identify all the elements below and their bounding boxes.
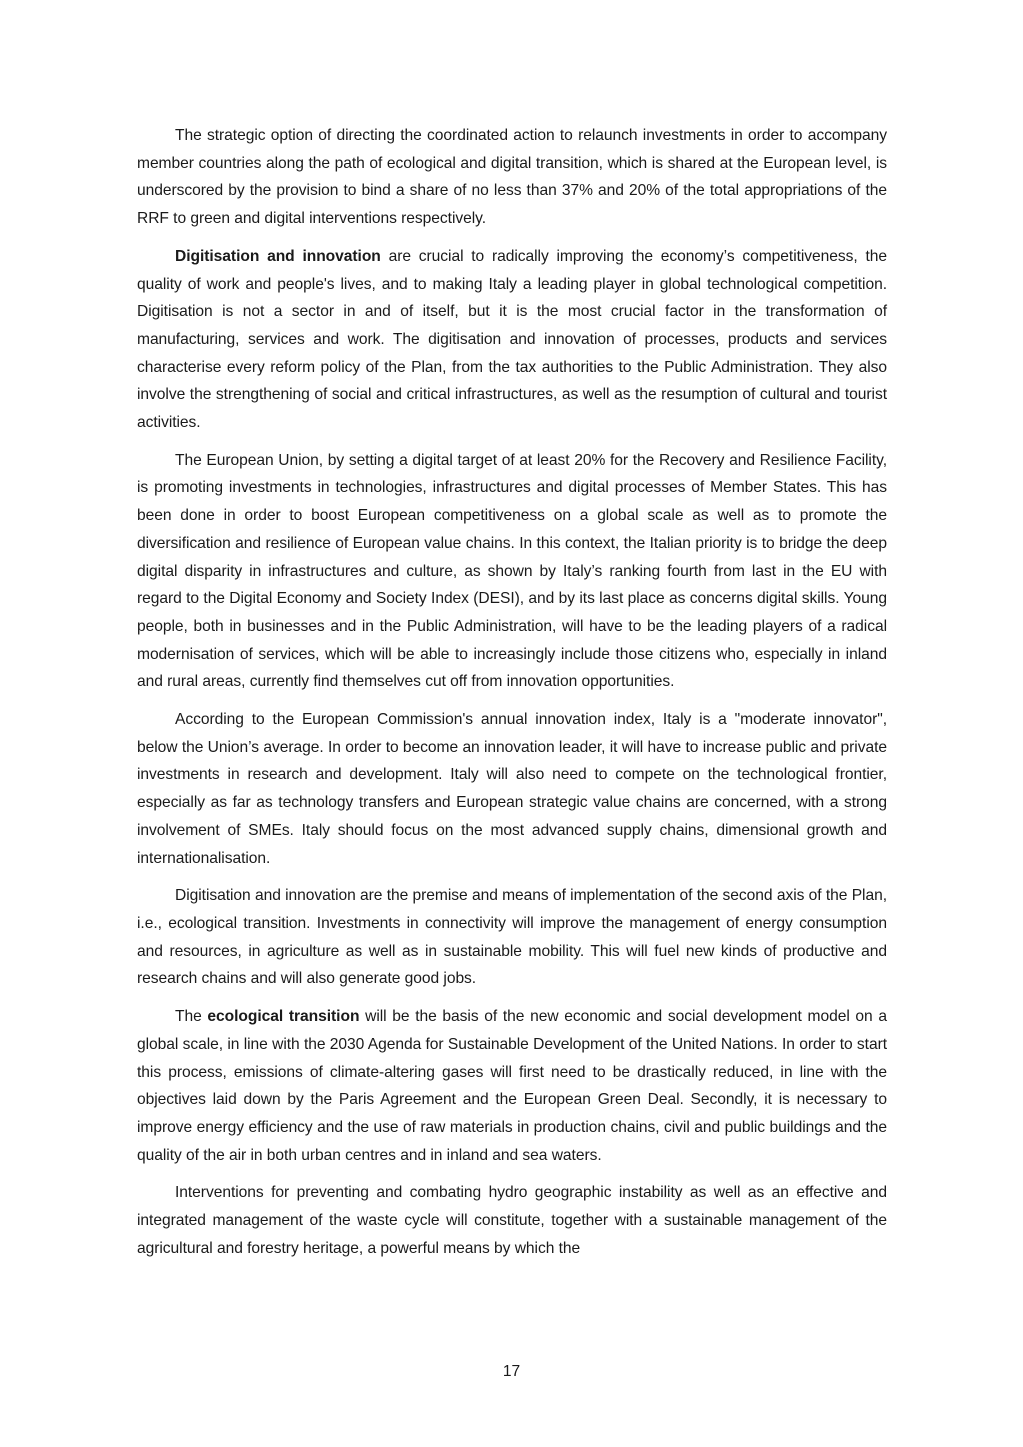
paragraph-text: are crucial to radically improving the economy’s competitiveness, the quality of work and people's lives, and to making Italy a leading player in global technological competition. Digitisation is not a sector in and of itself, but it is the most crucial factor in the transformation of manufacturing, services and work. The digitisation and innovation of processes, products and services characterise every reform policy of the Plan, from the tax authorities to the Public Administration. They also involve the strengthening of social and critical infrastructures, as well as the resumption of cultural and tourist activities. bbox=[137, 247, 888, 432]
document-body bbox=[137, 122, 887, 1272]
paragraph-innovation-index bbox=[137, 706, 887, 872]
paragraph-ecological-transition bbox=[137, 1003, 887, 1169]
paragraph-text: The European Union, by setting a digital target of at least 20% for the Recovery and Resilience Facility, is promoting investments in technologies, infrastructures and digital processes of Member States. This has been done in order to boost European competitiveness on a global scale as well as to promote the diversification and resilience of European value chains. In this context, the Italian priority is to bridge the deep digital disparity in infrastructures and culture, as shown by Italy’s ranking fourth from last in the EU with regard to the Digital Economy and Society Index (DESI), and by its last place as concerns digital skills. Young people, both in businesses and in the Public Administration, will have to be the leading players of a radical modernisation of services, which will be able to increasingly include those citizens who, especially in inland and rural areas, currently find themselves cut off from innovation opportunities. bbox=[137, 451, 887, 691]
paragraph-digitisation-innovation bbox=[137, 243, 887, 437]
bold-term: ecological transition bbox=[207, 1008, 360, 1026]
paragraph-text: will be the basis of the new economic and social development model on a global scale, in line with the 2030 Agenda for Sustainable Development of the United Nations. In order to start this process, emissions of climate-altering gases will first need to be drastically reduced, in line with the objectives laid down by the Paris Agreement and the European Green Deal. Secondly, it is necessary to improve energy efficiency and the use of raw materials in production chains, civil and public buildings and the quality of the air in both urban centres and in inland and sea waters. bbox=[137, 1008, 887, 1164]
paragraph-text: Digitisation and innovation are the premise and means of implementation of the second axis of the Plan, i.e., ecological transition. Investments in connectivity will improve the management of energy consumption and resources, in agriculture as well as in sustainable mobility. This will fuel new kinds of productive and research chains and will also generate good jobs. bbox=[137, 887, 887, 988]
paragraph-lead: The bbox=[175, 1008, 208, 1026]
paragraph-text: According to the European Commission's annual innovation index, Italy is a "moderate innovator", below the Union’s average. In order to become an innovation leader, it will have to increase public and private investments in research and development. Italy will also need to compete on the technological frontier, especially as far as technology transfers and European strategic value chains are concerned, with a strong involvement of SMEs. Italy should focus on the most advanced supply chains, dimensional growth and internationalisation. bbox=[137, 711, 887, 867]
paragraph-text: Interventions for preventing and combating hydro geographic instability as well as an effective and integrated management of the waste cycle will constitute, together with a sustainable management of the agricultural and forestry heritage, a powerful means by which the bbox=[137, 1184, 887, 1257]
page-number: 17 bbox=[502, 1363, 521, 1380]
paragraph-rrf-allocation bbox=[137, 122, 887, 233]
paragraph-second-axis bbox=[137, 882, 887, 993]
paragraph-interventions bbox=[137, 1179, 887, 1262]
paragraph-eu-digital-target bbox=[137, 447, 887, 696]
paragraph-text: The strategic option of directing the coordinated action to relaunch investments in order to accompany member countries along the path of ecological and digital transition, which is shared at the European level, is underscored by the provision to bind a share of no less than 37% and 20% of the total appropriations of the RRF to green and digital interventions respectively. bbox=[137, 127, 887, 228]
bold-term: Digitisation and innovation bbox=[175, 247, 381, 265]
